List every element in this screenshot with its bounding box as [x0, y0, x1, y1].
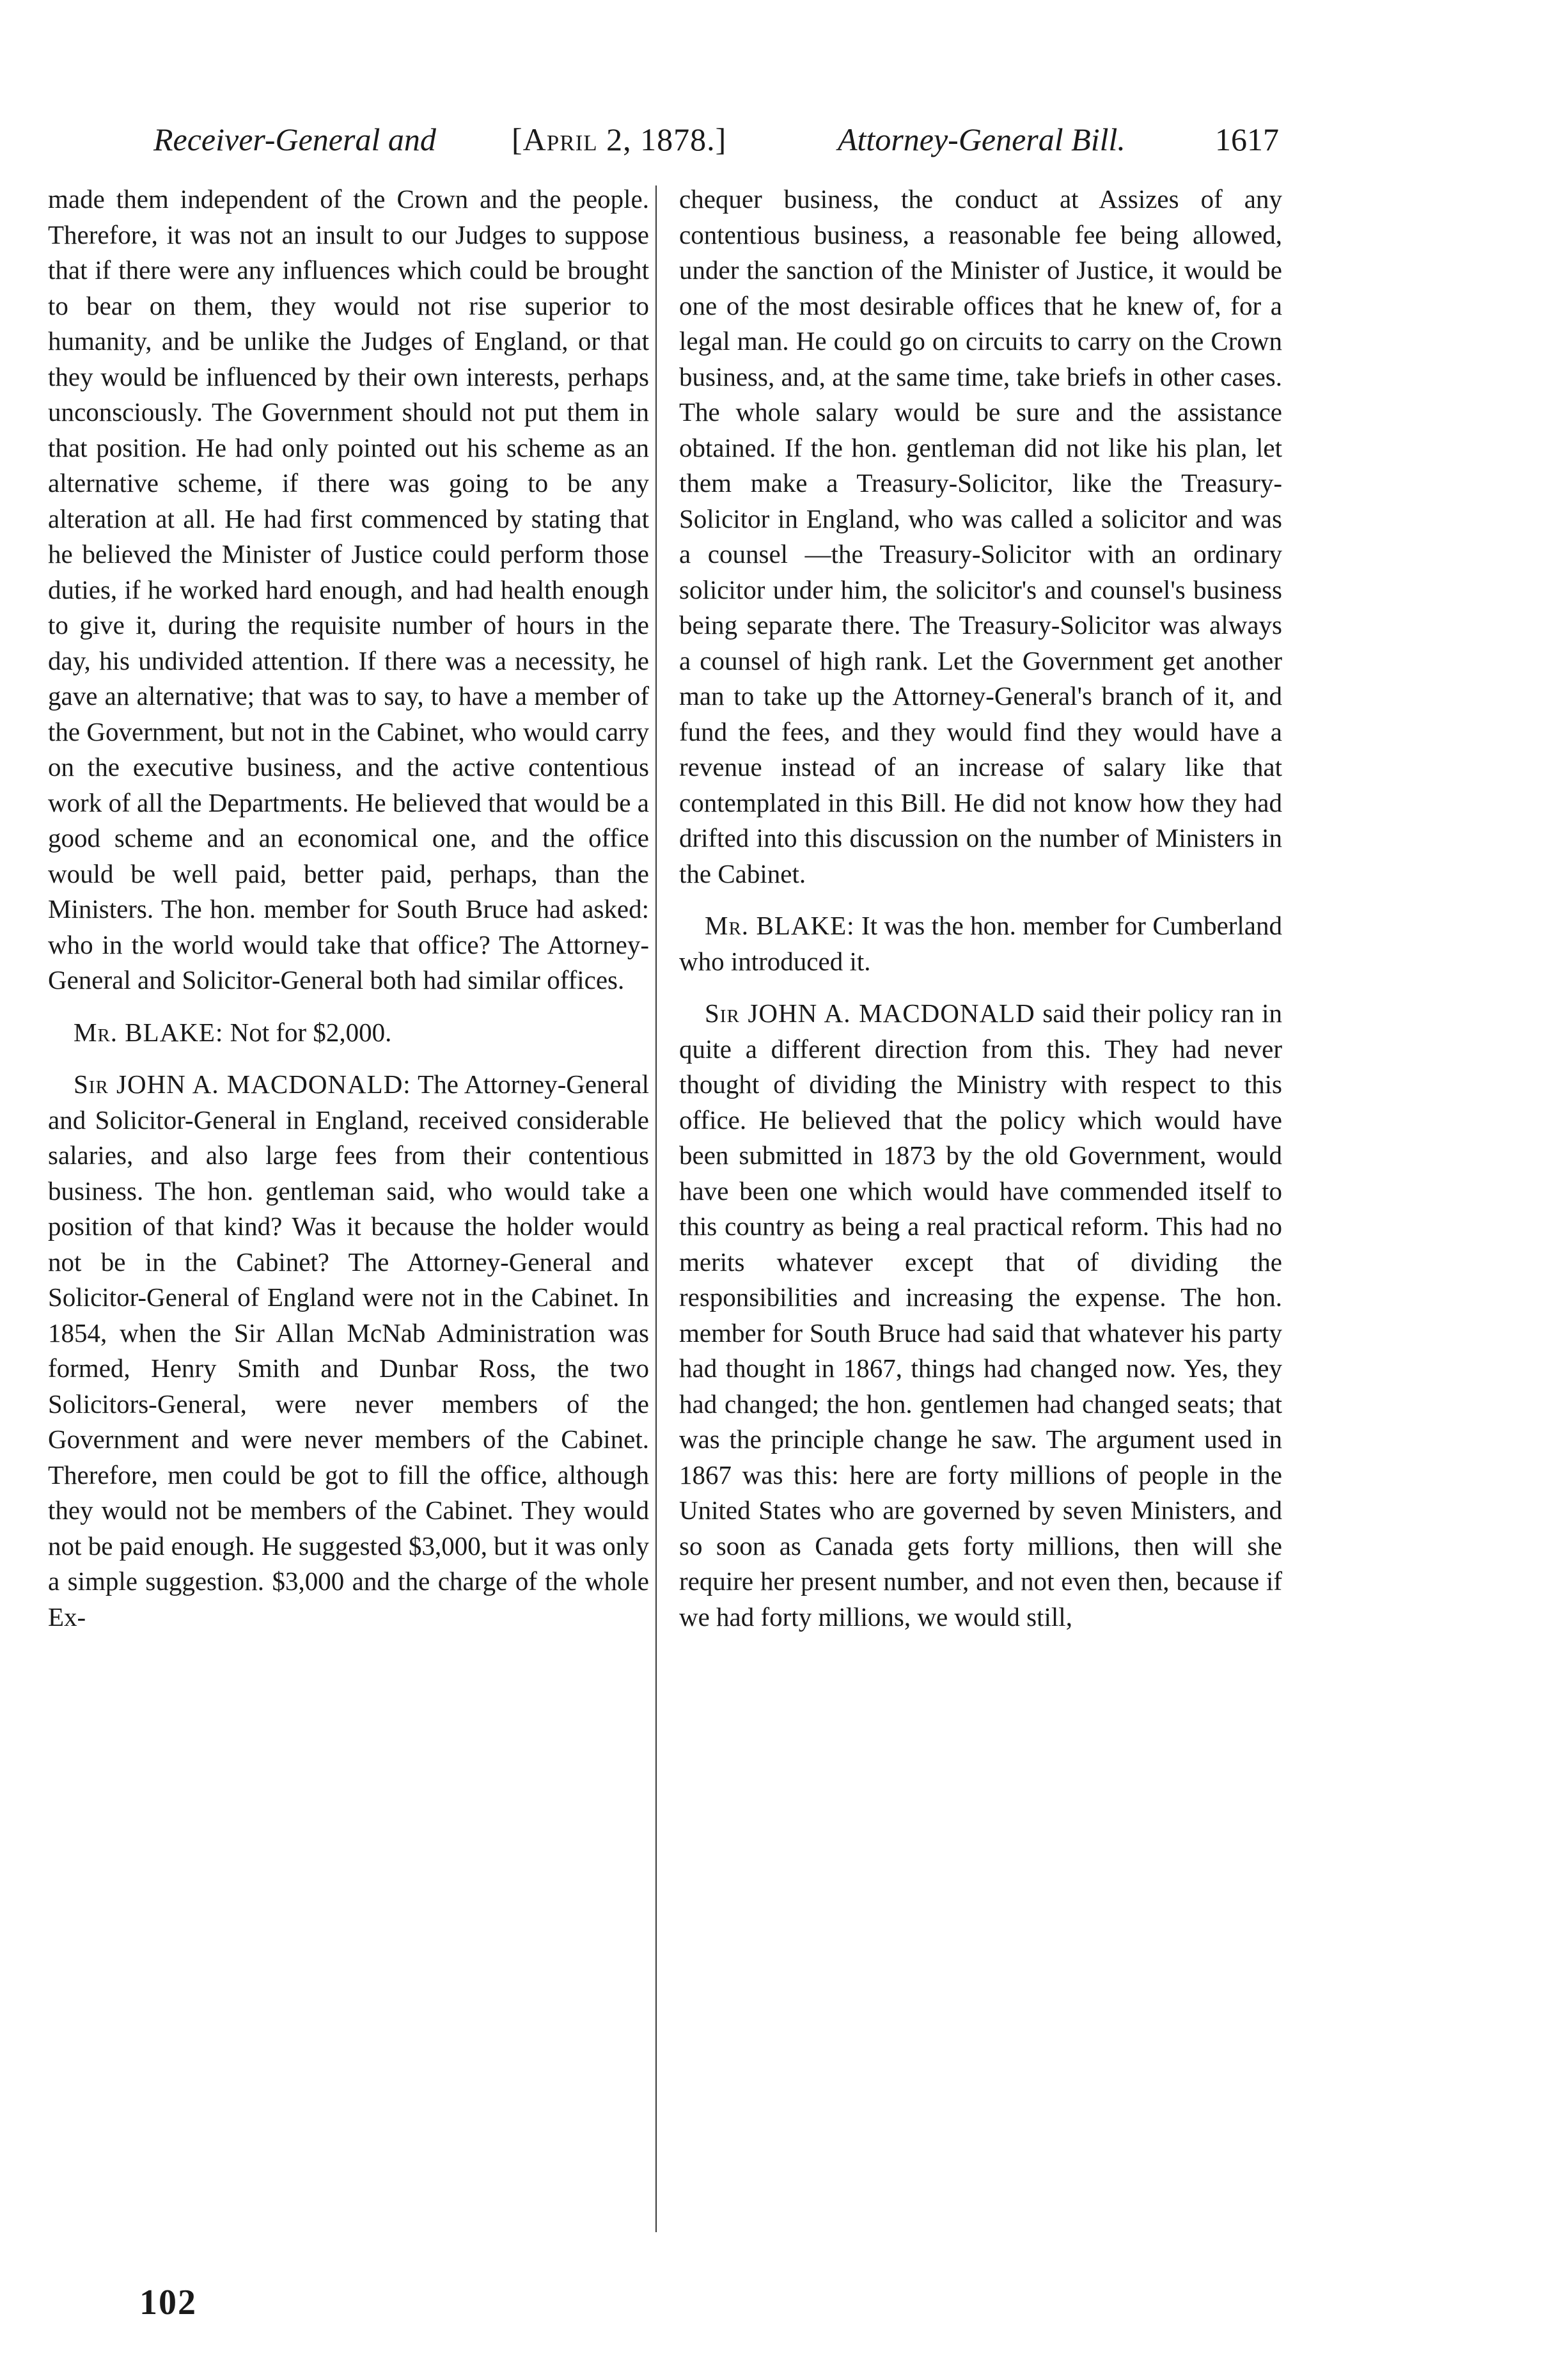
speaker-name: Mr. BLAKE:: [705, 911, 855, 940]
speaker-name: Sir JOHN A. MACDONALD: [705, 998, 1035, 1028]
left-paragraph-2: [48, 1015, 649, 1051]
right-paragraph-1: chequer business, the conduct at Assizes of any contentious business, a reasonable fee being allowed, under the sanction of the Minister of Justice, it would be one of the most desirable offices that he knew of, for a legal man. He could go on circuits to carry on the Crown business, and, at the same time, take briefs in other cases. The whole salary would be sure and the assistance obtained. If the hon. gentleman did not like his plan, let them make a Treasury-Solicitor, like the Treasury-Solicitor in England, who was called a solicitor and was a counsel —the Treasury-Solicitor with an ordinary solicitor under him, the solicitor's and counsel's business being separate there. The Treasury-Solicitor was always a counsel of high rank. Let the Government get another man to take up the Attorney-General's branch of it, and fund the fees, and they would find they would have a revenue instead of an increase of salary like that contemplated in this Bill. He did not know how they had drifted into this discussion on the number of Ministers in the Cabinet.: [679, 184, 1282, 888]
running-title-right: Attorney-General Bill.: [838, 122, 1125, 157]
speech-text: Not for $2,000.: [230, 1017, 392, 1047]
speech-text: It was the hon. member for Cumberland who introduced it.: [679, 911, 1283, 976]
right-paragraph-2: [679, 908, 1282, 979]
left-paragraph-3: [48, 1067, 649, 1635]
running-title-left: Receiver-General and: [153, 122, 436, 157]
left-paragraph-1: made them independent of the Crown and the people. Therefore, it was not an insult to our Judges to suppose that if there were any influences which could be brought to bear on them, they would not rise superior to humanity, and be unlike the Judges of England, or that they would be influenced by their own interests, perhaps unconsciously. The Government should not put them in that position. He had only pointed out his scheme as an alternative scheme, if there was going to be any alteration at all. He had first commenced by stating that he believed the Minister of Justice could perform those duties, if he worked hard enough, and had health enough to give it, during the requisite number of hours in the day, his undivided attention. If there was a necessity, he gave an alternative; that was to say, to have a member of the Government, but not in the Cabinet, who would carry on the executive business, and the active contentious work of all the Departments. He believed that would be a good scheme and an economical one, and the office would be well paid, better paid, perhaps, than the Ministers. The hon. member for South Bruce had asked: who in the world would take that office? The Attorney-General and Solicitor-General both had similar offices.: [48, 184, 649, 995]
running-date: [April 2, 1878.]: [512, 122, 727, 157]
left-column: [48, 182, 649, 1635]
column-divider: [655, 185, 657, 2232]
speech-text: The Attorney-General and Solicitor-General in England, received considerable salaries, and also large fees from their contentious business. The hon. gentleman said, who would take a position of that kind? Was it because the holder would not be in the Cabinet? The Attorney-General and Solicitor-General of England were not in the Cabinet. In 1854, when the Sir Allan McNab Administration was formed, Henry Smith and Dunbar Ross, the two Solicitors-General, were never members of the Government and were never members of the Cabinet. Therefore, men could be got to fill the office, although they would not be members of the Cabinet. They would not be paid enough. He suggested $3,000, but it was only a simple suggestion. $3,000 and the charge of the whole Ex-: [48, 1069, 650, 1632]
speaker-name: Sir JOHN A. MACDONALD:: [74, 1069, 411, 1099]
speaker-name: Mr. BLAKE:: [74, 1017, 224, 1047]
page-number: 1617: [1215, 122, 1279, 157]
signature-mark: 102: [139, 2283, 197, 2322]
right-paragraph-3: [679, 996, 1282, 1635]
right-column: [679, 182, 1282, 1635]
speech-text: said their policy ran in quite a different direction from this. They had never thought of dividing the Ministry with respect to this office. He believed that the policy which would have been submitted in 1873 by the old Government, would have been one which would have commended itself to this country as being a real practical reform. This had no merits whatever except that of dividing the responsibilities and increasing the expense. The hon. member for South Bruce had said that whatever his party had thought in 1867, things had changed now. Yes, they had changed; the hon. gentlemen had changed seats; that was the principle change he saw. The argument used in 1867 was this: here are forty millions of people in the United States who are governed by seven Ministers, and so soon as Canada gets forty millions, then will she require her present number, and not even then, because if we had forty millions, we would still,: [679, 998, 1283, 1632]
page-header: [153, 114, 1279, 165]
